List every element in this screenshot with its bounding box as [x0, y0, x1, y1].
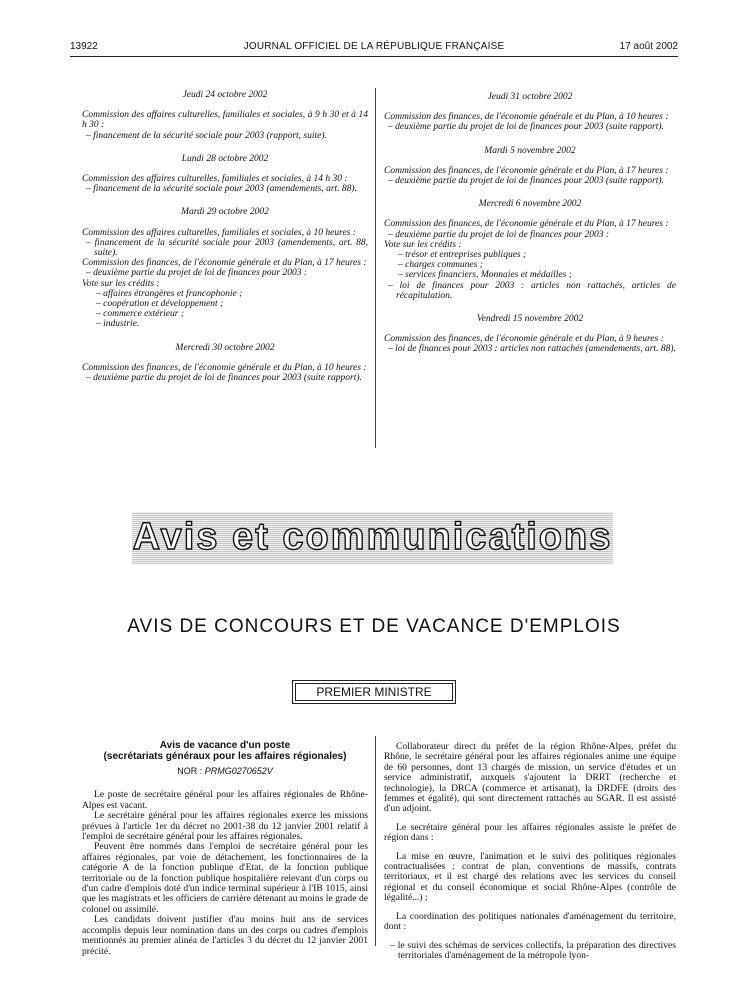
agenda-day-section: [82, 343, 368, 384]
agenda-line: – industrie.: [96, 319, 140, 330]
notice-paragraph: La coordination des politiques nationales d'aménagement du territoire, dont :: [384, 910, 676, 933]
agenda-line: – deuxième partie du projet de loi de finances pour 2003 (suite rapport).: [388, 176, 664, 187]
notice-title: Avis de vacance d'un poste: [159, 740, 291, 751]
nor-reference: [82, 766, 368, 776]
notice-paragraph: Le poste de secrétaire général pour les affaires régionales de Rhône-Alpes est vacant.: [82, 789, 368, 811]
agenda-day: Vendredi 15 novembre 2002: [476, 314, 584, 325]
notice-paragraph: Le secrétaire général pour les affaires régionales assiste le préfet de région dans :: [384, 821, 676, 844]
agenda-day-section: [384, 92, 676, 133]
agenda-day: Jeudi 24 octobre 2002: [182, 90, 268, 100]
notice-paragraph: – le suivi des schémas de services collectifs, la préparation des directives territoriales d'aménagement de la métropole lyon-: [390, 939, 676, 961]
agenda-line: – deuxième partie du projet de loi de finances pour 2003 :: [388, 229, 610, 240]
agenda-line: Commission des finances, de l'économie générale et du Plan, à 17 heures :: [384, 165, 669, 176]
agenda-line: – affaires étrangères et francophonie ;: [96, 288, 243, 299]
agenda-day: Mardi 5 novembre 2002: [484, 145, 576, 156]
agenda-left-column: [82, 90, 368, 396]
agenda-line: Commission des finances, de l'économie générale et du Plan, à 17 heures :: [384, 219, 669, 230]
page-number: 13922: [70, 41, 98, 52]
agenda-day-section: [82, 154, 368, 195]
ministry-box: [292, 680, 456, 704]
agenda-line: – financement de la sécurité sociale pour 2003 (amendements, art. 88).: [86, 184, 357, 195]
header-rule: [70, 56, 678, 57]
agenda-line: – deuxième partie du projet de loi de finances pour 2003 :: [86, 268, 308, 279]
agenda-line: – financement de la sécurité sociale pour 2003 (rapport, suite).: [86, 130, 327, 141]
agenda-line: Commission des finances, de l'économie générale et du Plan, à 10 heures :: [82, 362, 367, 373]
agenda-right-column: [384, 92, 676, 368]
agenda-line: Commission des affaires culturelles, familiales et sociales, à 14 h 30 :: [82, 174, 348, 185]
nor-code: PRMG0270652V: [204, 766, 273, 776]
agenda-day-section: [82, 90, 368, 141]
agenda-line: Vote sur les crédits :: [82, 278, 160, 289]
notice-subtitle: (secrétariats généraux pour les affaires régionales): [103, 751, 347, 762]
agenda-line: – deuxième partie du projet de loi de finances pour 2003 (suite rapport).: [388, 122, 664, 133]
ministry-label: PREMIER MINISTRE: [316, 685, 432, 699]
notice-paragraph: Les candidats doivent justifier d'au moins huit ans de services accomplis depuis leur nomination dans un des corps ou cadres d'emplois mentionnés au premier alinéa de l'articles 3 du décret du 12 janvier 2001 précité.: [82, 914, 368, 957]
agenda-line: – loi de finances pour 2003 : articles non rattachés, articles de récapitulation.: [388, 280, 676, 301]
agenda-line: – financement de la sécurité sociale pour 2003 (amendements, art. 88, suite).: [86, 237, 368, 259]
section-title: AVIS DE CONCOURS ET DE VACANCE D'EMPLOIS: [127, 616, 621, 637]
agenda-line: – deuxième partie du projet de loi de finances pour 2003 (suite rapport).: [86, 373, 362, 384]
agenda-line: Commission des affaires culturelles, familiales et sociales, à 10 heures :: [82, 227, 356, 238]
notice-left-column: [82, 740, 368, 957]
notice-paragraph: Collaborateur direct du préfet de la région Rhône-Alpes, préfet du Rhône, le secrétaire général pour les affaires régionales anime une équipe de 60 personnes, dont 13 chargés de mission, un service d'études et un service administratif, auxquels s'ajoutent la DRRT (recherche et technologie), la DRCA (commerce et artisanat), la DRDFE (droits des femmes et égalité), qui sont directement rattachés au SGAR. Il est assisté d'un adjoint.: [384, 741, 676, 815]
agenda-line: – loi de finances pour 2003 : articles non rattachés (amendements, art. 88).: [388, 344, 676, 355]
agenda-day-section: [384, 314, 676, 355]
agenda-day: Mercredi 6 novembre 2002: [478, 199, 582, 210]
nor-label: NOR :: [177, 766, 203, 776]
agenda-day-section: [384, 146, 676, 187]
agenda-line: Commission des finances, de l'économie générale et du Plan, à 9 heures :: [384, 334, 664, 345]
agenda-day: Mardi 29 octobre 2002: [181, 207, 269, 218]
agenda-line: – coopération et développement ;: [96, 299, 224, 310]
agenda-line: Vote sur les crédits :: [384, 239, 462, 250]
column-divider: [375, 736, 376, 946]
column-divider: [375, 88, 376, 448]
journal-title: JOURNAL OFFICIEL DE LA RÉPUBLIQUE FRANÇAISE: [243, 41, 505, 52]
agenda-line: Commission des finances, de l'économie générale et du Plan, à 17 heures :: [82, 258, 367, 269]
section-banner: [132, 512, 613, 564]
agenda-day-section: [82, 207, 368, 329]
agenda-day: Jeudi 31 octobre 2002: [487, 92, 573, 102]
agenda-line: Commission des affaires culturelles, familiales et sociales, à 9 h 30 et à 14 h 30 :: [82, 110, 368, 131]
issue-date: 17 août 2002: [619, 41, 678, 52]
agenda-line: Commission des finances, de l'économie générale et du Plan, à 10 heures :: [384, 112, 669, 123]
agenda-line: – trésor et entreprises publiques ;: [398, 250, 527, 261]
page-header: [70, 41, 678, 55]
agenda-day: Mercredi 30 octobre 2002: [175, 342, 275, 353]
notice-paragraph: Le secrétaire général pour les affaires régionales exerce les missions prévues à l'article 1er du décret no 2001-38 du 12 janvier 2001 relatif à l'emploi de secrétaire général pour les affaires régionales.: [82, 810, 368, 843]
notice-right-column: [384, 742, 676, 961]
notice-paragraph: Peuvent être nommés dans l'emploi de secrétaire général pour les affaires régionales, par voie de détachement, les fonctionnaires de la catégorie A de la fonction publique d'Etat, de la fonction publique territoriale ou de la fonction publique hospitalière relevant d'un corps ou d'un cadre d'emplois doté d'un indice terminal supérieur à l'IB 1015, ainsi que les magistrats et les officiers de carrière détenant au moins le grade de colonel ou assimilé.: [82, 841, 368, 915]
agenda-day-section: [384, 199, 676, 301]
agenda-line: – charges communes ;: [398, 260, 483, 271]
notice-paragraph: La mise en œuvre, l'animation et le suivi des politiques régionales contractualisées : contrat de plan, conventions de massifs, contrats territoriaux, et il est chargé des relations avec les services du conseil régional et du conseil économique et social Rhône-Alpes (contrôle de légalité...) ;: [384, 850, 676, 904]
agenda-line: – services financiers, Monnaies et médailles ;: [398, 270, 572, 281]
agenda-line: – commerce extérieur ;: [96, 309, 185, 320]
agenda-day: Lundi 28 octobre 2002: [181, 153, 269, 164]
banner-title: Avis et communications: [132, 516, 613, 558]
